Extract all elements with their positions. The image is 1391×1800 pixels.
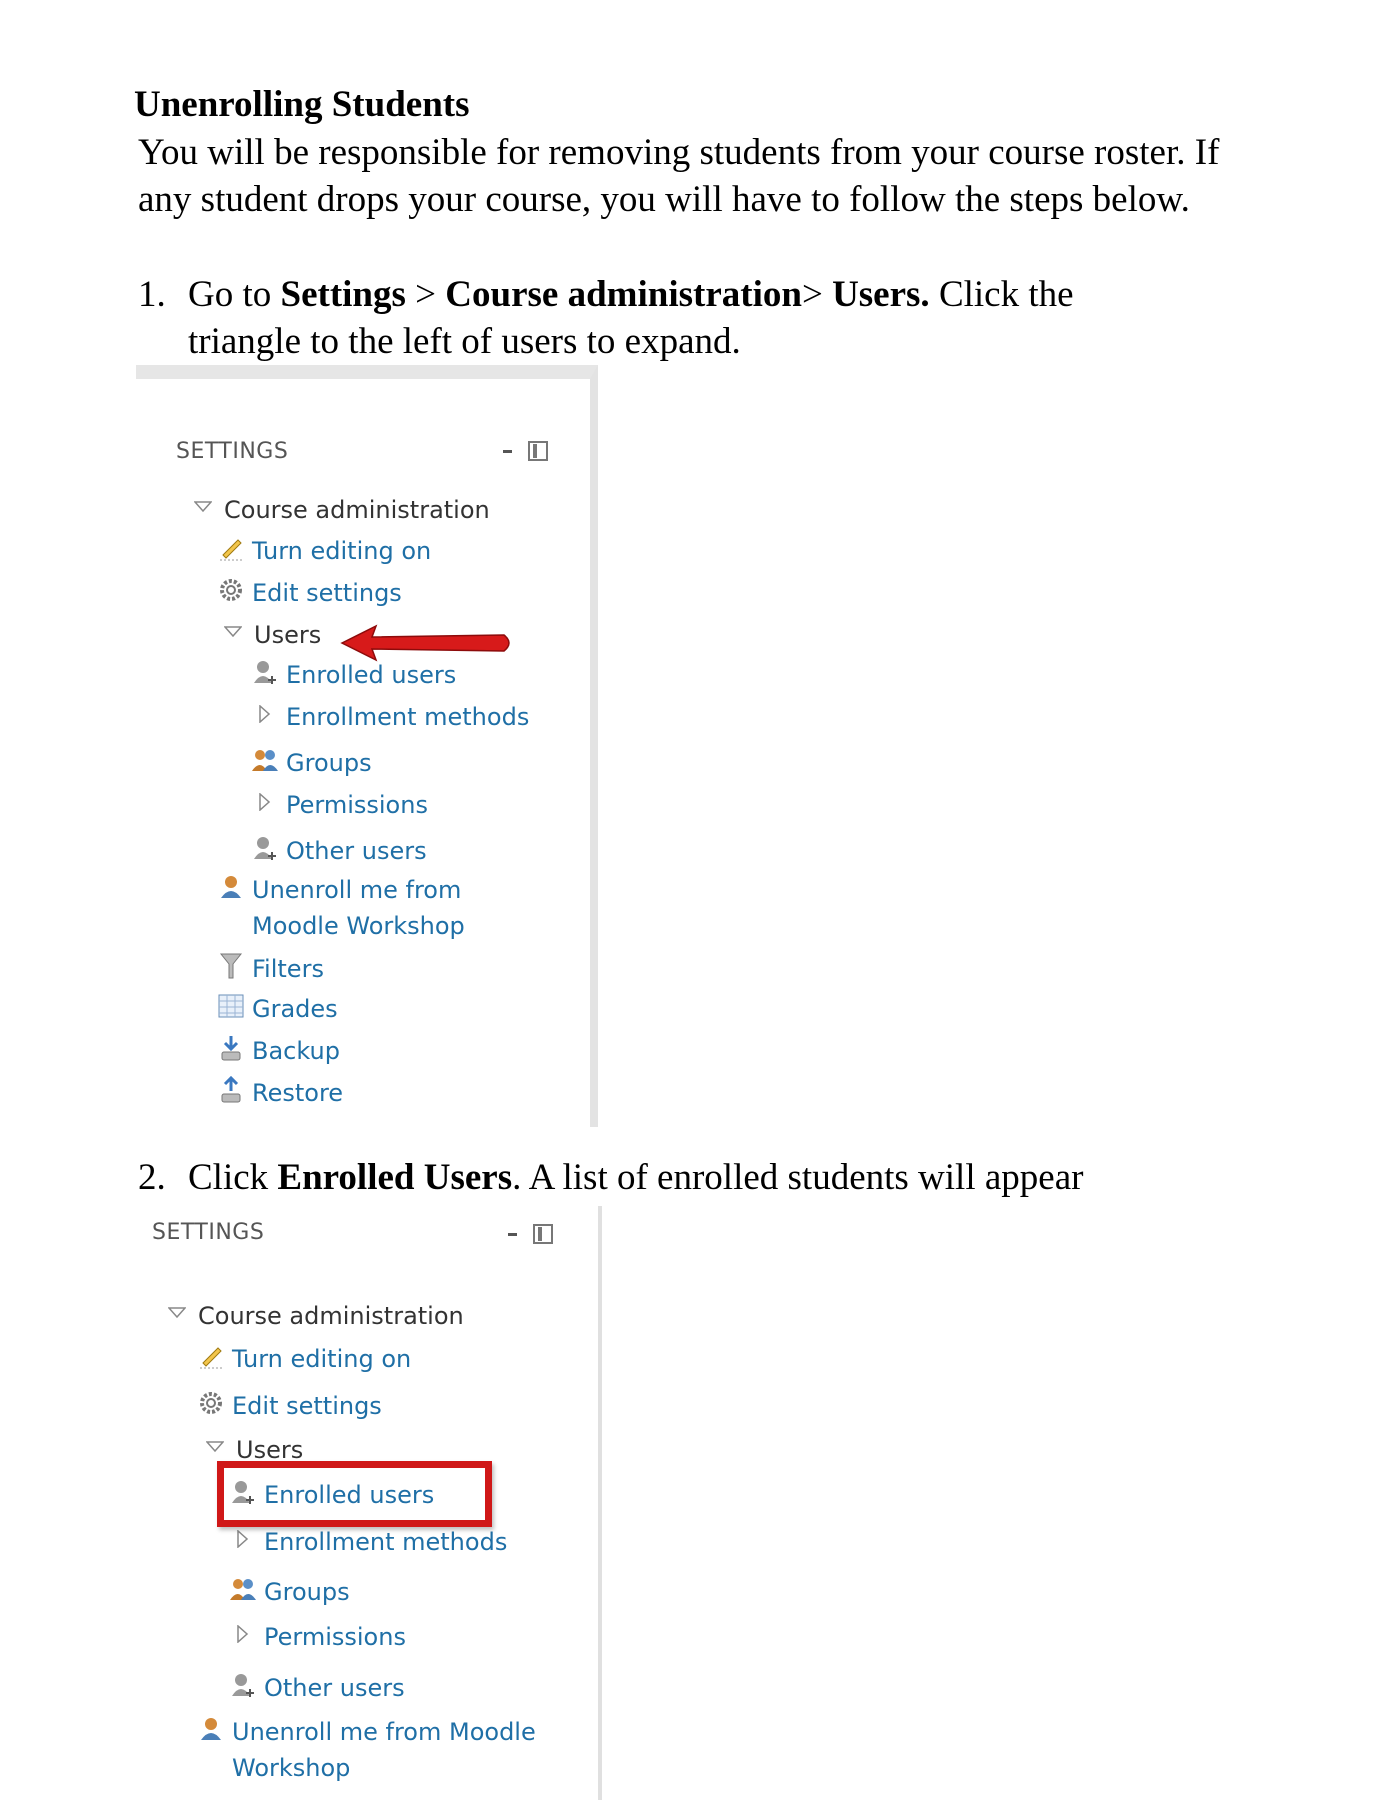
grades-table-icon [216,991,246,1021]
tree-backup[interactable]: Backup [216,1033,340,1069]
settings-block-screenshot-1 [136,365,598,1127]
step-2-number: 2. [138,1157,166,1198]
tree-filters[interactable]: Filters [216,951,324,987]
tree-turn-editing-on[interactable]: Turn editing on [216,533,431,569]
group-icon [250,745,280,775]
tree-unenroll-me[interactable]: Unenroll me from Moodle Workshop [196,1714,572,1786]
tree-users[interactable]: Users [218,617,321,653]
collapsed-triangle-icon [228,1524,258,1554]
tree-groups[interactable]: Groups [250,745,372,781]
expanded-triangle-icon [218,617,248,647]
user-add-icon [250,657,280,687]
filter-icon [216,951,246,981]
collapsed-triangle-icon [228,1619,258,1649]
backup-icon [216,1033,246,1063]
step-1-text-c: triangle to the left of users to expand. [188,321,741,362]
settings-header: SETTINGS [176,439,289,464]
tree-grades[interactable]: Grades [216,991,338,1027]
restore-icon [216,1075,246,1105]
tree-permissions[interactable]: Permissions [250,787,428,823]
tree-other-users[interactable]: Other users [250,833,427,869]
tree-edit-settings[interactable]: Edit settings [216,575,402,611]
tree-turn-editing-on[interactable]: Turn editing on [196,1341,411,1377]
dock-icon[interactable] [528,441,548,461]
collapse-icon[interactable] [503,450,512,453]
user-icon [196,1714,226,1744]
pencil-icon [216,533,246,563]
step-1-course-admin: Course administration [445,274,802,315]
step-1-settings: Settings [280,274,406,315]
dock-icon[interactable] [533,1224,553,1244]
step-1-text-b: Click the [929,274,1074,315]
gear-icon [196,1388,226,1418]
tree-course-administration[interactable]: Course administration [162,1298,464,1334]
step-1-number: 1. [138,274,166,315]
tree-users[interactable]: Users [200,1432,303,1468]
tree-restore[interactable]: Restore [216,1075,343,1111]
step-2-text-a: Click [188,1157,278,1198]
block-controls [503,441,548,461]
settings-header: SETTINGS [152,1220,265,1245]
step-1 [138,271,1074,365]
expanded-triangle-icon [200,1432,230,1462]
intro-paragraph: You will be responsible for removing students from your course roster. If any student drops your course, you will have to follow the steps below. [138,132,1220,220]
tree-enrollment-methods[interactable]: Enrollment methods [250,699,529,735]
expanded-triangle-icon [188,492,218,522]
gear-icon [216,575,246,605]
tree-permissions[interactable]: Permissions [228,1619,406,1655]
user-add-icon [228,1670,258,1700]
tree-enrolled-users[interactable]: Enrolled users [250,657,456,693]
document-title: Unenrolling Students [134,84,470,125]
step-2-text-b: . A list of enrolled students will appear [512,1157,1084,1198]
tree-enrolled-users[interactable]: Enrolled users [228,1477,434,1513]
group-icon [228,1574,258,1604]
user-add-icon [250,833,280,863]
tree-enrollment-methods[interactable]: Enrollment methods [228,1524,507,1560]
tree-course-administration[interactable]: Course administration [188,492,490,528]
collapsed-triangle-icon [250,699,280,729]
step-1-users: Users. [832,274,930,315]
tree-other-users[interactable]: Other users [228,1670,405,1706]
block-controls [508,1224,553,1244]
tree-unenroll-me[interactable]: Unenroll me from Moodle Workshop [216,872,552,944]
user-icon [216,872,246,902]
collapse-icon[interactable] [508,1233,517,1236]
step-1-sep2: > [801,274,833,315]
pencil-icon [196,1341,226,1371]
enrolled-users-highlight-box [217,1461,492,1527]
step-1-text-a: Go to [188,274,281,315]
tree-groups[interactable]: Groups [228,1574,350,1610]
collapsed-triangle-icon [250,787,280,817]
step-2-enrolled-users: Enrolled Users [277,1157,513,1198]
tree-edit-settings[interactable]: Edit settings [196,1388,382,1424]
expanded-triangle-icon [162,1298,192,1328]
step-1-sep1: > [405,274,446,315]
step-2 [138,1154,1083,1201]
